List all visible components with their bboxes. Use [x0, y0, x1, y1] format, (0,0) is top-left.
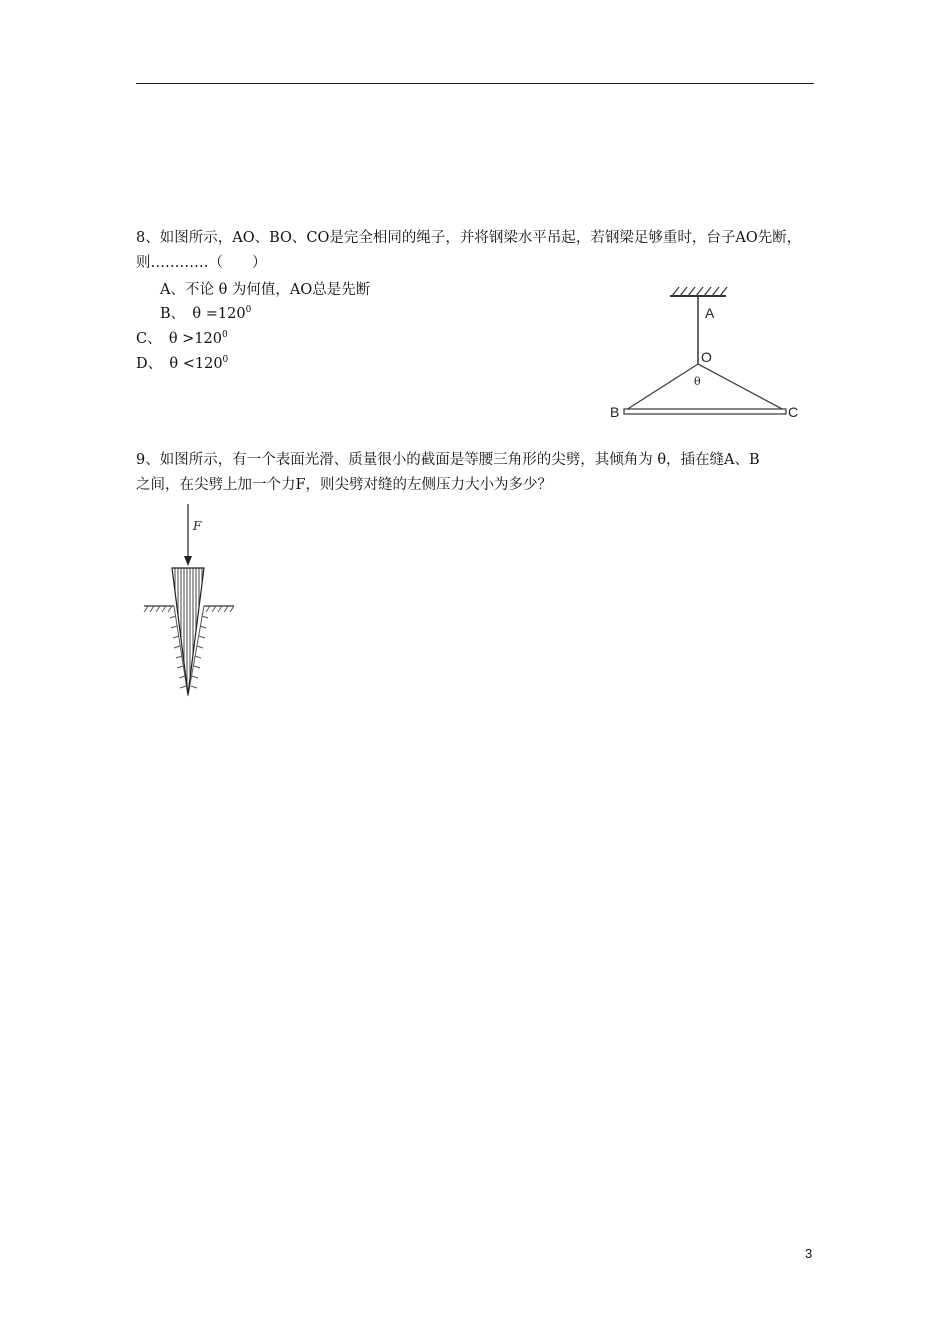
option-b — [160, 302, 251, 323]
label-a: A — [705, 305, 715, 321]
wedge-figure — [138, 500, 242, 700]
steel-beam — [624, 409, 786, 414]
option-c-text: C、 θ >120 — [136, 331, 223, 347]
page-number: 3 — [805, 1246, 813, 1261]
degree-mark: 0 — [245, 305, 252, 316]
option-a: A、不论 θ 为何值，AO总是先断 — [160, 282, 371, 298]
label-b: B — [610, 404, 620, 420]
ceiling-support — [670, 287, 727, 296]
rope-co — [698, 364, 784, 410]
header-rule — [136, 83, 814, 84]
option-d-text: D、 θ <120 — [136, 356, 223, 372]
question-8-line-1: 8、如图所示，AO、BO、CO是完全相同的绳子，并将钢梁水平吊起，若钢梁足够重时，台子AO先断， — [136, 230, 802, 246]
question-9-line-2: 之间，在尖劈上加一个力F，则尖劈对缝的左侧压力大小为多少？ — [136, 477, 553, 493]
option-d — [136, 352, 228, 373]
option-b-text: B、 θ =120 — [160, 306, 246, 322]
label-o: O — [701, 349, 712, 365]
label-f: F — [193, 519, 202, 533]
label-theta: θ — [694, 375, 701, 388]
force-arrow — [184, 504, 192, 566]
label-c: C — [788, 404, 799, 420]
question-8-stem — [136, 226, 826, 276]
option-c — [136, 327, 228, 348]
rope-bo — [626, 364, 698, 410]
question-9-line-1: 9、如图所示，有一个表面光滑、质量很小的截面是等腰三角形的尖劈，其倾角为 θ，插在缝A、B — [136, 452, 760, 468]
degree-mark: 0 — [222, 330, 228, 341]
question-9-stem — [136, 448, 826, 498]
beam-suspension-figure — [600, 284, 810, 424]
degree-mark: 0 — [222, 355, 229, 366]
question-8-line-2: 则…………（ ） — [136, 255, 267, 271]
